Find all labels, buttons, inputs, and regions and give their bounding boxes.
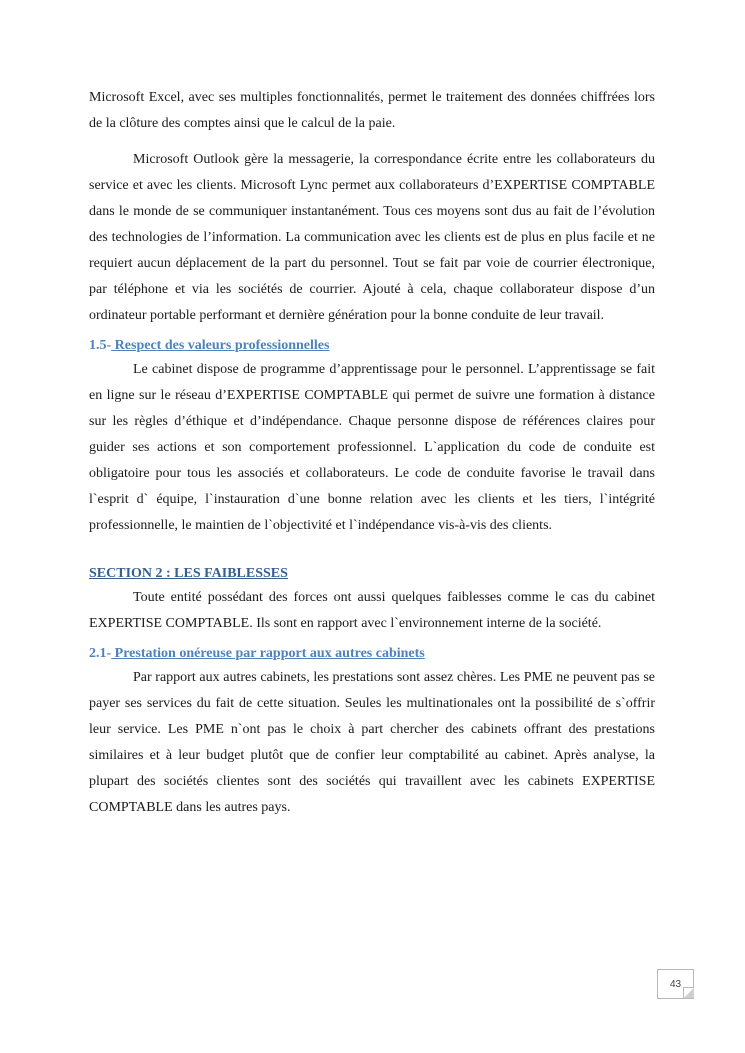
paragraph-faiblesses-intro: Toute entité possédant des forces ont aussi quelques faiblesses comme le cas du cabinet EXPERTISE COMPTABLE. Ils sont en rapport avec l`environnement interne de la société. [89,590,655,631]
page-curl-icon [683,987,694,998]
paragraph-prestation: Par rapport aux autres cabinets, les prestations sont assez chères. Les PME ne peuvent pas se payer ses services du fait de cette situation. Seules les multinationales ont la possibilité de s`offrir leur service. Les PME n`ont pas le choix à part chercher des cabinets offrant des prestations similaires et à leur budget plutôt que de confier leur comptabilité au cabinet. Après analyse, la plupart des sociétés clientes sont des sociétés qui travaillent avec les cabinets EXPERTISE COMPTABLE dans les autres pays. [89,670,655,815]
subheading-number: 1.5- [89,338,112,353]
page-number: 43 [669,978,682,990]
paragraph-apprentissage: Le cabinet dispose de programme d’apprentissage pour le personnel. L’apprentissage se fait en ligne sur le réseau d’EXPERTISE COMPTABLE qui permet de suivre une formation à distance sur les règles d’éthique et d’indépendance. Chaque personne dispose de références claires pour guider ses actions et son comportement professionnel. L`application du code de conduite est obligatoire pour tous les associés et collaborateurs. Le code de conduite favorise le travail dans l`esprit d` équipe, l`instauration d`une bonne relation avec les clients et les tiers, l`intégrité professionnelle, le maintien de l`objectivité et l`indépendance vis-à-vis des clients. [89,362,655,533]
section-title-faiblesses: SECTION 2 : LES FAIBLESSES [89,566,288,581]
subheading-title: Respect des valeurs professionnelles [111,338,330,353]
page-body [89,85,655,821]
subheading-respect-valeurs [89,335,655,357]
subheading-number: 2.1- [89,646,112,661]
paragraph-excel: Microsoft Excel, avec ses multiples fonctionnalités, permet le traitement des données chiffrées lors de la clôture des comptes ainsi que le calcul de la paie. [89,90,655,131]
paragraph-outlook: Microsoft Outlook gère la messagerie, la correspondance écrite entre les collaborateurs du service et avec les clients. Microsoft Lync permet aux collaborateurs d’EXPERTISE COMPTABLE dans le monde de se communiquer instantanément. Tous ces moyens sont dus au fait de l’évolution des technologies de l’information. La communication avec les clients est de plus en plus facile et ne requiert aucun déplacement de la part du personnel. Tout se fait par voie de courrier électronique, par téléphone et via les sociétés de courrier. Ajouté à cela, chaque collaborateur dispose d’un ordinateur portable performant et dernière génération pour la bonne conduite de leur travail. [89,152,655,323]
subheading-title: Prestation onéreuse par rapport aux autres cabinets [111,646,425,661]
subheading-prestation-onereuse [89,643,655,665]
